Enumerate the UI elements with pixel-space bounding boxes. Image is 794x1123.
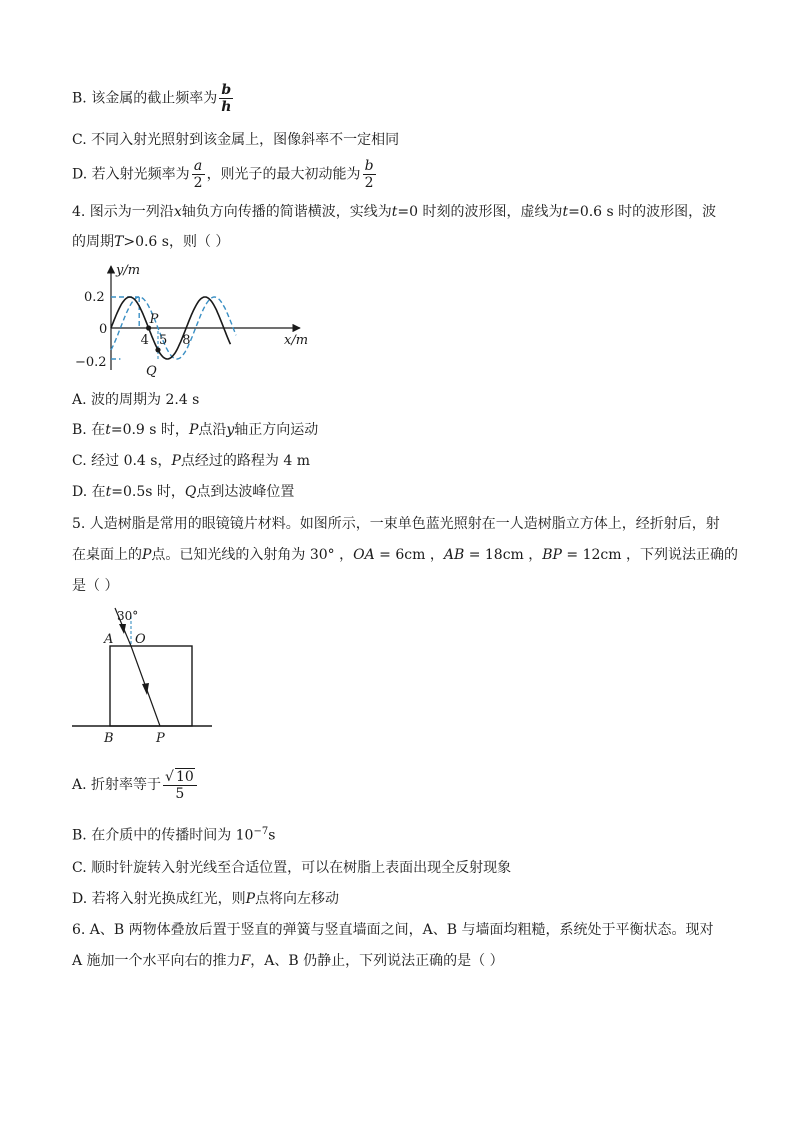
text: 点到达波峰位置 xyxy=(196,484,295,500)
var-Q: Q xyxy=(184,484,197,500)
point-q xyxy=(155,347,160,352)
q3-option-b xyxy=(72,82,235,115)
var-t: t xyxy=(391,204,398,220)
q4-stem-line-1 xyxy=(72,202,716,222)
sqrt-radicand: 10 xyxy=(175,769,194,785)
text: A 施加一个水平向右的推力 xyxy=(72,953,241,969)
var-t: t xyxy=(105,422,111,438)
var-t: t xyxy=(105,484,112,500)
fraction-denominator: 2 xyxy=(193,175,203,191)
y-tick-label: 0 xyxy=(99,322,108,337)
point-o-label: O xyxy=(135,632,146,647)
fraction-denominator: h xyxy=(221,99,232,115)
y-axis-label: y/m xyxy=(116,263,141,278)
q5-option-c: C. 顺时针旋转入射光线至合适位置，可以在树脂上表面出现全反射现象 xyxy=(72,860,512,876)
var-x: x xyxy=(173,204,182,220)
text: s xyxy=(268,827,276,844)
q4-option-b xyxy=(72,420,318,440)
text: >0.6 s，则（ ） xyxy=(123,234,230,250)
q5-stem-line-2 xyxy=(72,545,738,565)
resin-cube xyxy=(110,646,192,726)
text: C. 经过 0.4 s， xyxy=(72,453,172,469)
q3-option-d xyxy=(72,158,378,191)
q3-option-d-text: D. 若入射光频率为 xyxy=(72,166,190,183)
q6-stem-line-2 xyxy=(72,951,504,971)
fraction-numerator: b xyxy=(219,82,233,99)
var-P: P xyxy=(171,453,181,469)
var-T: T xyxy=(114,234,124,250)
text: =0.9 s 时， xyxy=(110,422,189,438)
q3-option-d-mid-text: ，则光子的最大初动能为 xyxy=(206,166,361,183)
point-p-label: P xyxy=(156,731,165,746)
fraction-denominator: 5 xyxy=(175,786,185,802)
text: 的周期 xyxy=(72,234,114,250)
text: = 6cm ， xyxy=(374,547,444,563)
var-AB: AB xyxy=(443,547,465,563)
exponent: −7 xyxy=(253,826,269,837)
var-BP: BP xyxy=(542,547,562,563)
fraction-numerator: b xyxy=(364,158,374,174)
q3-option-c: C. 不同入射光照射到该金属上，图像斜率不一定相同 xyxy=(72,132,400,148)
point-p-label: P xyxy=(149,312,159,327)
text: =0.5s 时， xyxy=(111,484,185,500)
angle-label: 30° xyxy=(117,609,139,623)
y-tick-label: −0.2 xyxy=(75,355,107,370)
q5-option-a-fraction: $\frac{√ 10}{5}$ xyxy=(163,768,197,802)
q3-option-b-text: B. 该金属的截止频率为 xyxy=(72,90,218,107)
var-y: y xyxy=(226,422,235,438)
text: A. 折射率等于 xyxy=(72,777,162,793)
q5-option-a xyxy=(72,768,199,802)
q4-option-a: A. 波的周期为 2.4 s xyxy=(72,392,200,408)
var-F: F xyxy=(240,953,251,969)
q4-wave-figure xyxy=(70,260,330,380)
var-P: P xyxy=(188,422,199,438)
q3-option-d-fraction-1 xyxy=(192,158,205,191)
y-tick-label: 0.2 xyxy=(84,290,105,305)
q5-option-d xyxy=(72,889,339,909)
text: =0.6 s 时的波形图，波 xyxy=(568,204,717,220)
x-tick-label: 4 xyxy=(140,333,149,348)
text: 轴正方向运动 xyxy=(234,422,319,438)
q4-option-d xyxy=(72,482,294,502)
var-OA: OA xyxy=(353,547,375,563)
text: ，A、B 仍静止，下列说法正确的是（ ） xyxy=(250,953,504,969)
text: D. 若将入射光换成红光，则 xyxy=(72,891,246,907)
text: = 18cm ， xyxy=(464,547,543,563)
fraction-denominator: 2 xyxy=(364,175,374,191)
x-tick-label: 5 xyxy=(159,333,168,348)
text: B. 在介质中的传播时间为 10 xyxy=(72,827,254,844)
x-tick-label: 8 xyxy=(182,333,191,348)
var-P: P xyxy=(142,547,152,563)
text: 点经过的路程为 4 m xyxy=(180,453,310,469)
q5-stem-line-3: 是（ ） xyxy=(72,578,119,594)
q4-option-c xyxy=(72,451,310,471)
fraction-numerator: a xyxy=(192,158,205,175)
text: D. 在 xyxy=(72,484,106,500)
q6-stem-line-1: 6. A、B 两物体叠放后置于竖直的弹簧与竖直墙面之间，A、B 与墙面均粗糙，系统处于平衡状态。现对 xyxy=(72,922,714,938)
text: 轴负方向传播的简谐横波，实线为 xyxy=(181,204,392,220)
var-P: P xyxy=(245,891,256,907)
point-q-label: Q xyxy=(146,364,157,379)
q4-stem-line-2 xyxy=(72,232,229,252)
q5-stem-line-1: 5. 人造树脂是常用的眼镜镜片材料。如图所示，一束单色蓝光照射在一人造树脂立方体上，经折射后，射 xyxy=(72,516,720,532)
q5-option-b xyxy=(72,822,275,846)
text: 点将向左移动 xyxy=(255,891,340,907)
text: =0 时刻的波形图，虚线为 xyxy=(397,204,563,220)
q3-option-d-fraction-2 xyxy=(363,158,376,191)
point-b-label: B xyxy=(104,731,114,746)
point-a-label: A xyxy=(104,632,114,647)
text: 在桌面上的 xyxy=(72,547,142,563)
q3-option-b-fraction xyxy=(219,82,233,115)
text: = 12cm ，下列说法正确的 xyxy=(561,547,738,563)
text: 4. 图示为一列沿 xyxy=(72,204,174,220)
q5-prism-figure xyxy=(70,600,220,750)
x-axis-label: x/m xyxy=(284,333,309,348)
text: 点。已知光线的入射角为 30° ， xyxy=(151,547,354,563)
var-t: t xyxy=(562,204,569,220)
text: 点沿 xyxy=(198,422,227,438)
text: B. 在 xyxy=(72,422,106,438)
